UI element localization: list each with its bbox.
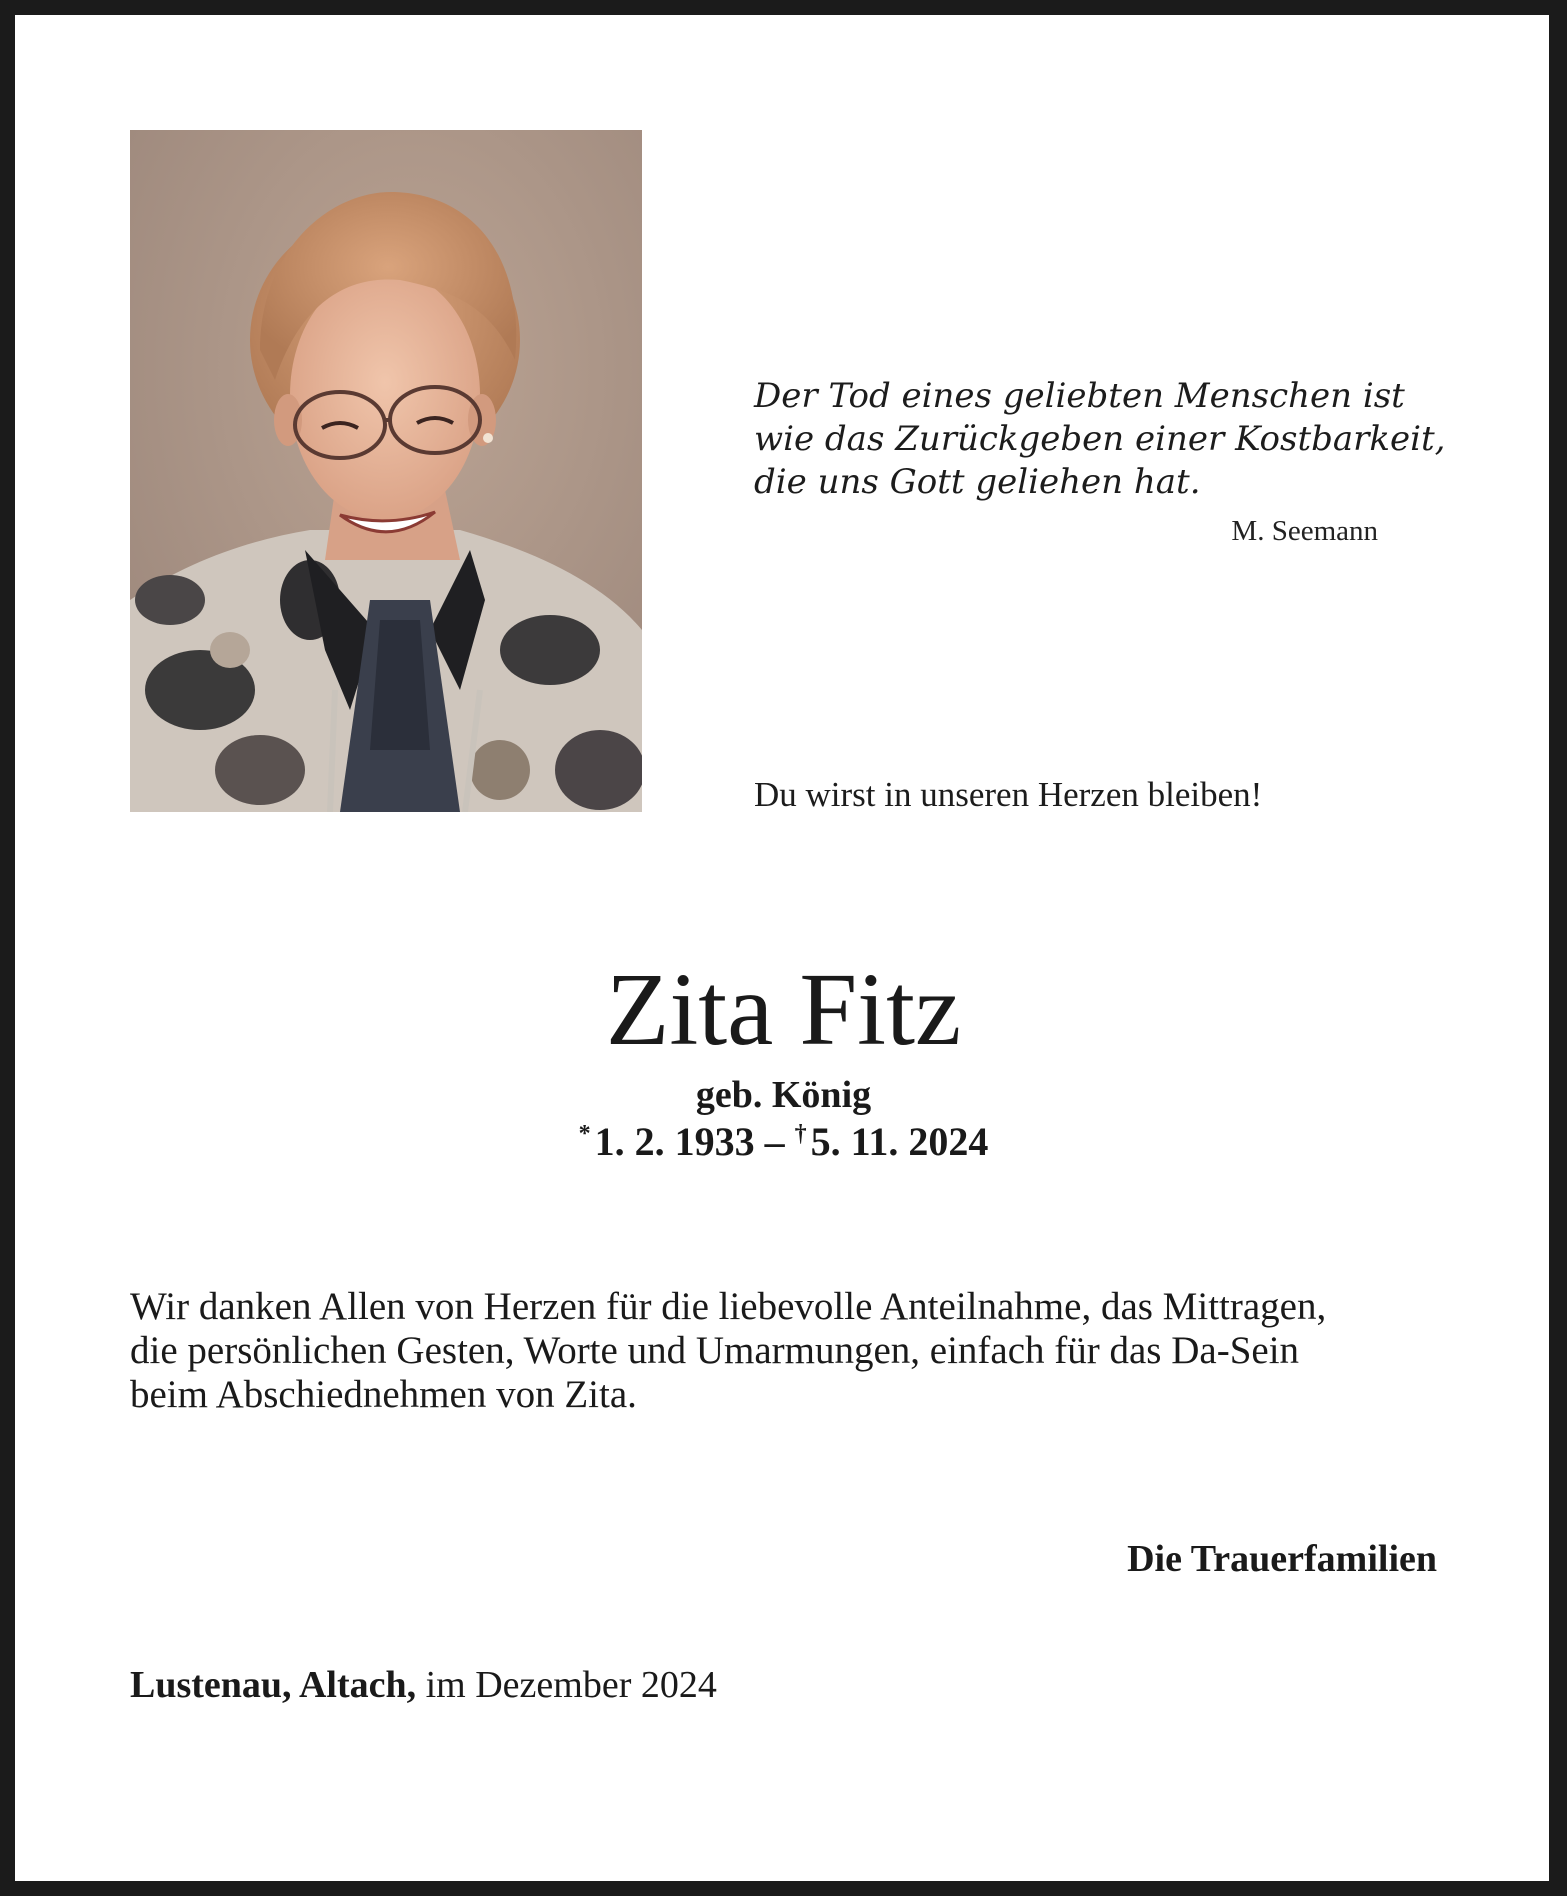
date-separator: – (754, 1119, 795, 1164)
memorial-quote (754, 375, 1446, 504)
quote-line: wie das Zurückgeben einer Kostbarkeit, (754, 419, 1446, 459)
notice-date: im Dezember 2024 (416, 1664, 717, 1706)
thanks-line: Wir danken Allen von Herzen für die liebevolle Anteilnahme, das Mittragen, (130, 1285, 1327, 1328)
death-date: 5. 11. 2024 (810, 1119, 989, 1164)
place-names: Lustenau, Altach, (130, 1664, 417, 1706)
thanks-paragraph (130, 1285, 1450, 1417)
quote-author: M. Seemann (1231, 515, 1378, 547)
birth-symbol: * (578, 1121, 591, 1147)
portrait-photo (130, 130, 642, 812)
death-symbol: † (794, 1121, 807, 1147)
maiden-name: geb. König (695, 1074, 872, 1116)
thanks-line: die persönlichen Gesten, Worte und Umarmungen, einfach für das Da-Sein (130, 1329, 1300, 1372)
family-signature: Die Trauerfamilien (1127, 1538, 1437, 1580)
deceased-name: Zita Fitz (605, 952, 962, 1067)
place-and-date (130, 1663, 717, 1707)
life-dates (0, 1118, 1567, 1165)
quote-line: Der Tod eines geliebten Menschen ist (754, 376, 1405, 416)
quote-line: die uns Gott geliehen hat. (754, 462, 1201, 502)
thanks-line: beim Abschiednehmen von Zita. (130, 1373, 637, 1416)
remember-line: Du wirst in unseren Herzen bleiben! (754, 775, 1263, 814)
birth-date: 1. 2. 1933 (594, 1119, 755, 1164)
